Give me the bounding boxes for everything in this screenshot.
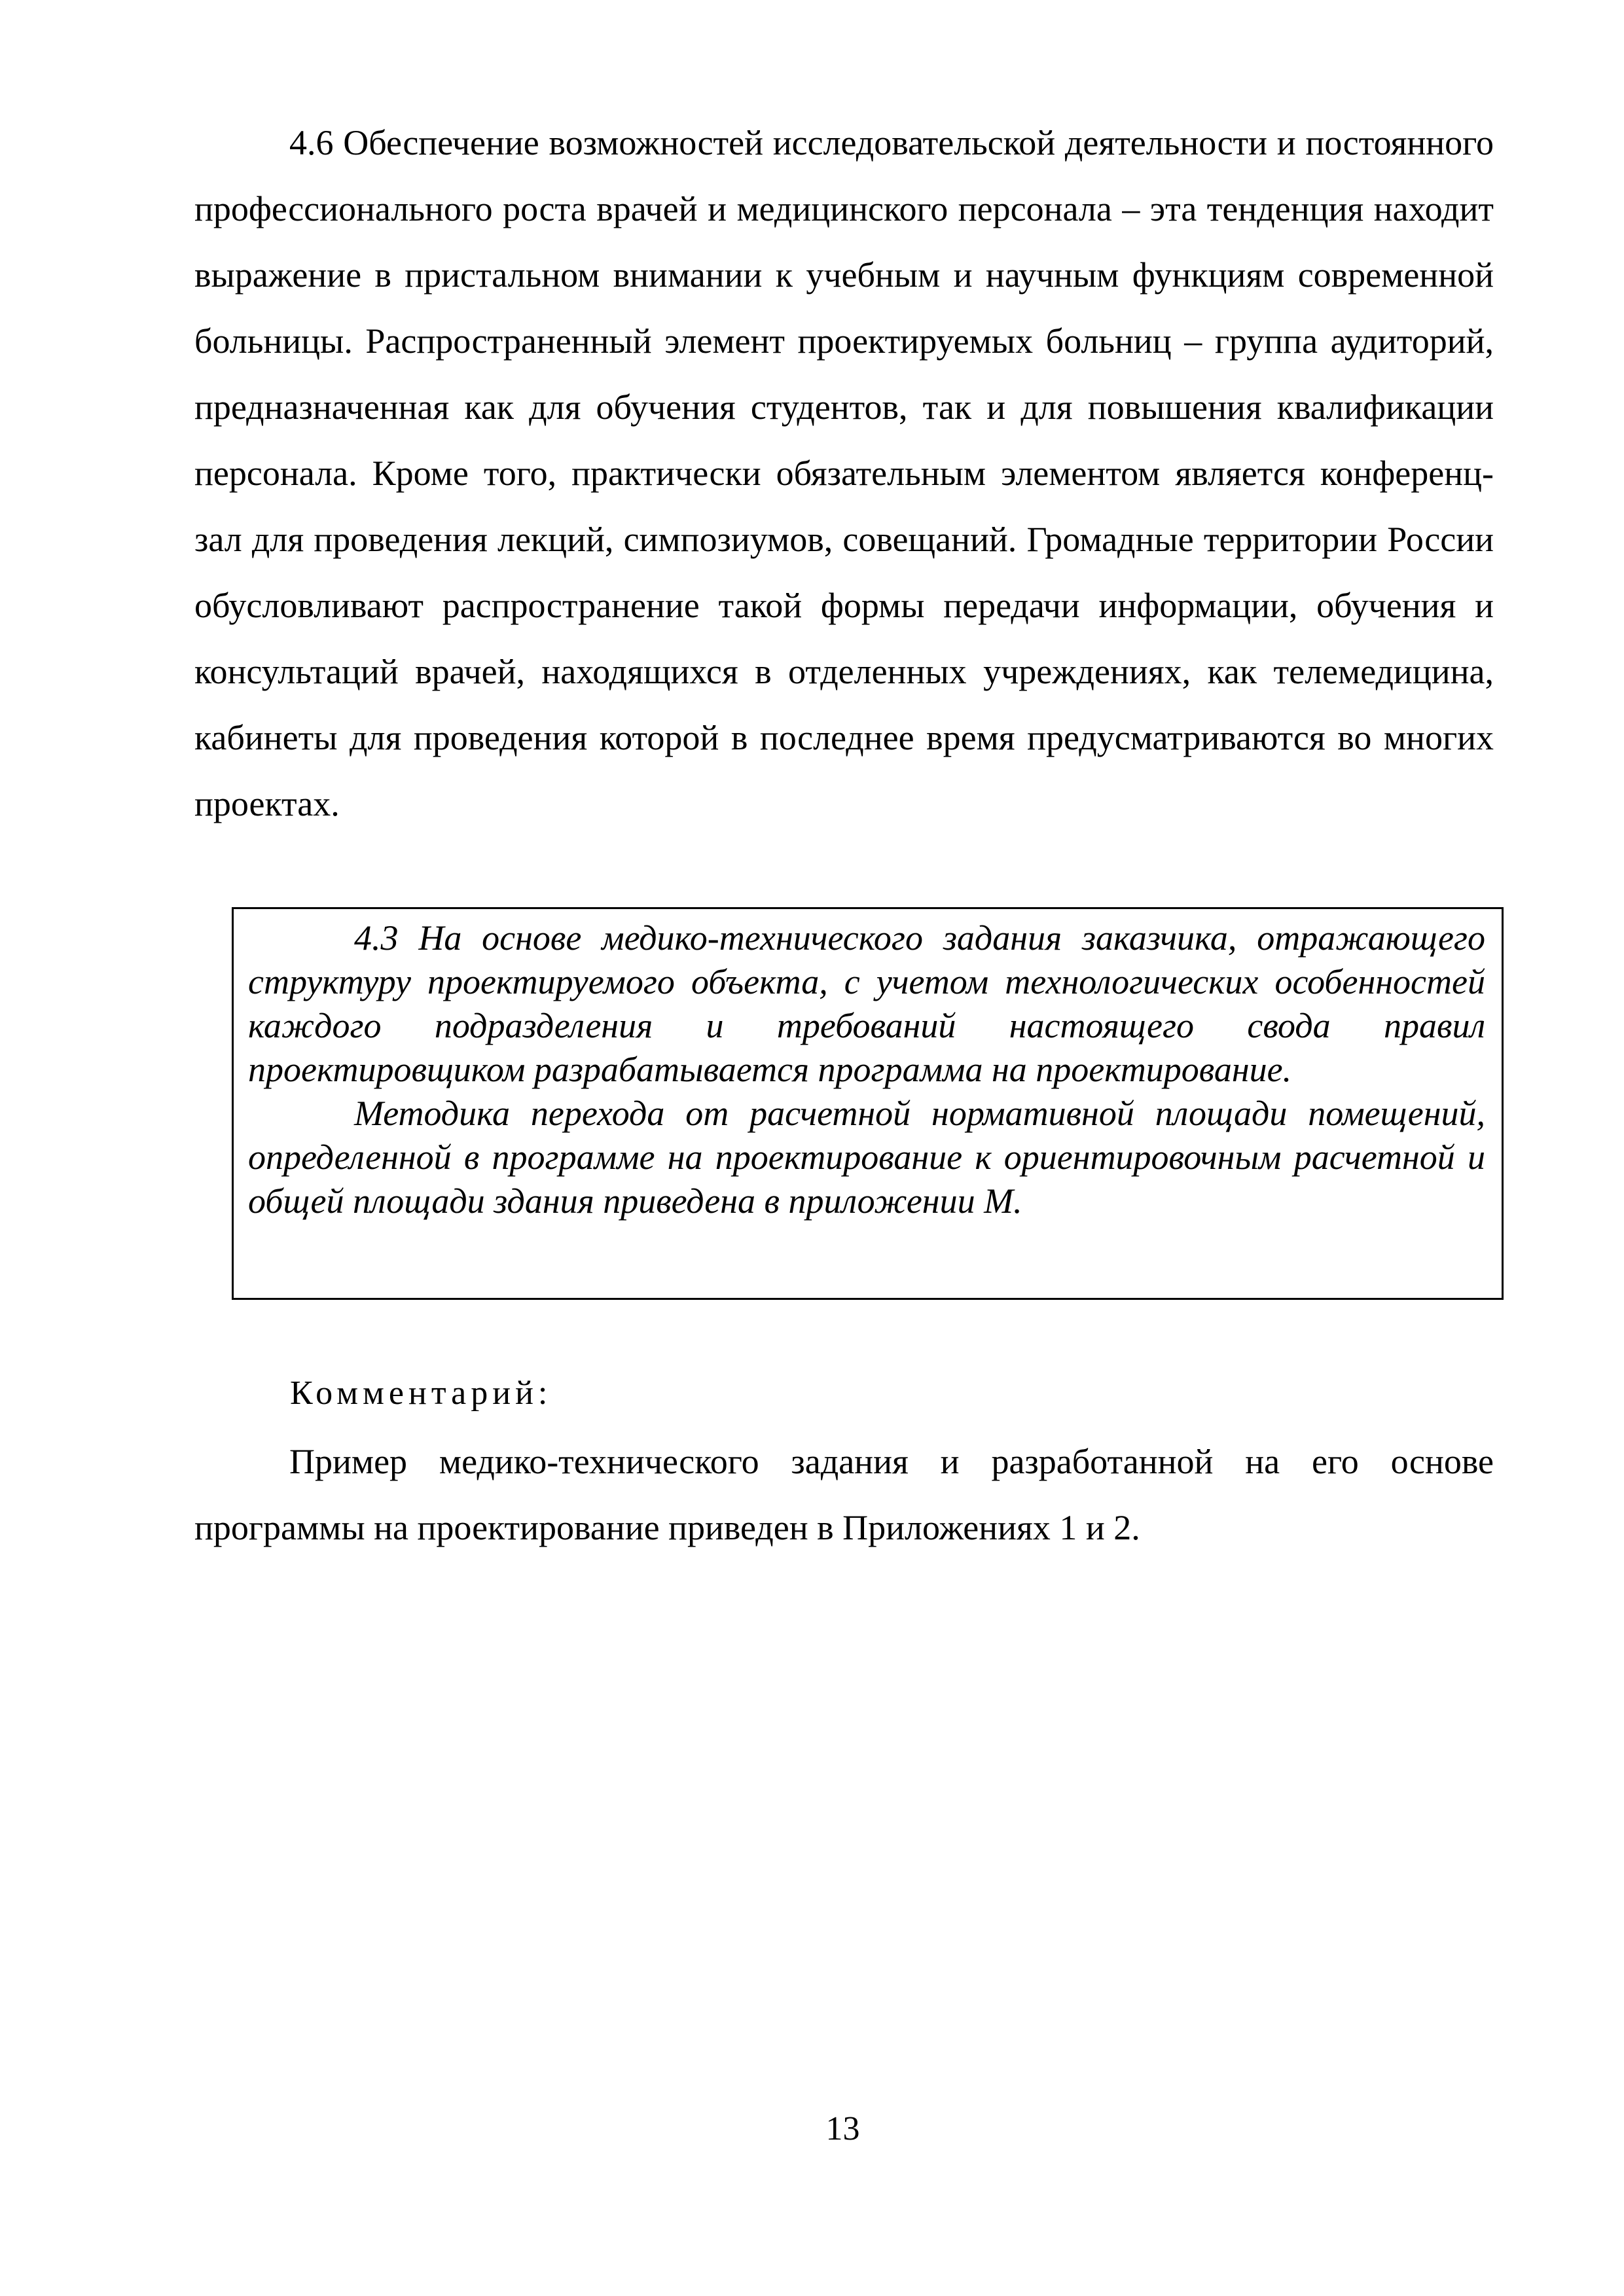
page-number: 13 [825, 2110, 860, 2147]
comment-paragraph: Пример медико-технического задания и разработанной на его основе программы на проектирование приведен в Приложениях 1 и 2. [194, 1442, 1494, 1547]
norm-clause-4-3: 4.3 На основе медико-технического задания заказчика, отражающего структуру проектируемого объекта, с учетом технологических особенностей каждого подразделения и требований настоящего свода правил проектировщиком разрабатывается программа на проектирование. [248, 918, 1485, 1089]
comment-heading: Комментарий: [290, 1374, 552, 1412]
norm-quote-box [232, 907, 1504, 1300]
section-4-6-paragraph: 4.6 Обеспечение возможностей исследовательской деятельности и постоянного профессионального роста врачей и медицинского персонала – эта тенденция находит выражение в пристальном внимании к учебным и научным функциям современной больницы. Распространенный элемент проектируемых больниц – группа аудиторий, предназначенная как для обучения студентов, так и для повышения квалификации персонала. Кроме того, практически обязательным элементом является конференц-зал для проведения лекций, симпозиумов, совещаний. Громадные территории России обусловливают распространение такой формы передачи информации, обучения и консультаций врачей, находящихся в отделенных учреждениях, как телемедицина, кабинеты для проведения которой в последнее время предусматриваются во многих проектах. [194, 123, 1494, 823]
norm-method-paragraph: Методика перехода от расчетной нормативной площади помещений, определенной в программе на проектирование к ориентировочным расчетной и общей площади здания приведена в приложении М. [248, 1094, 1485, 1221]
